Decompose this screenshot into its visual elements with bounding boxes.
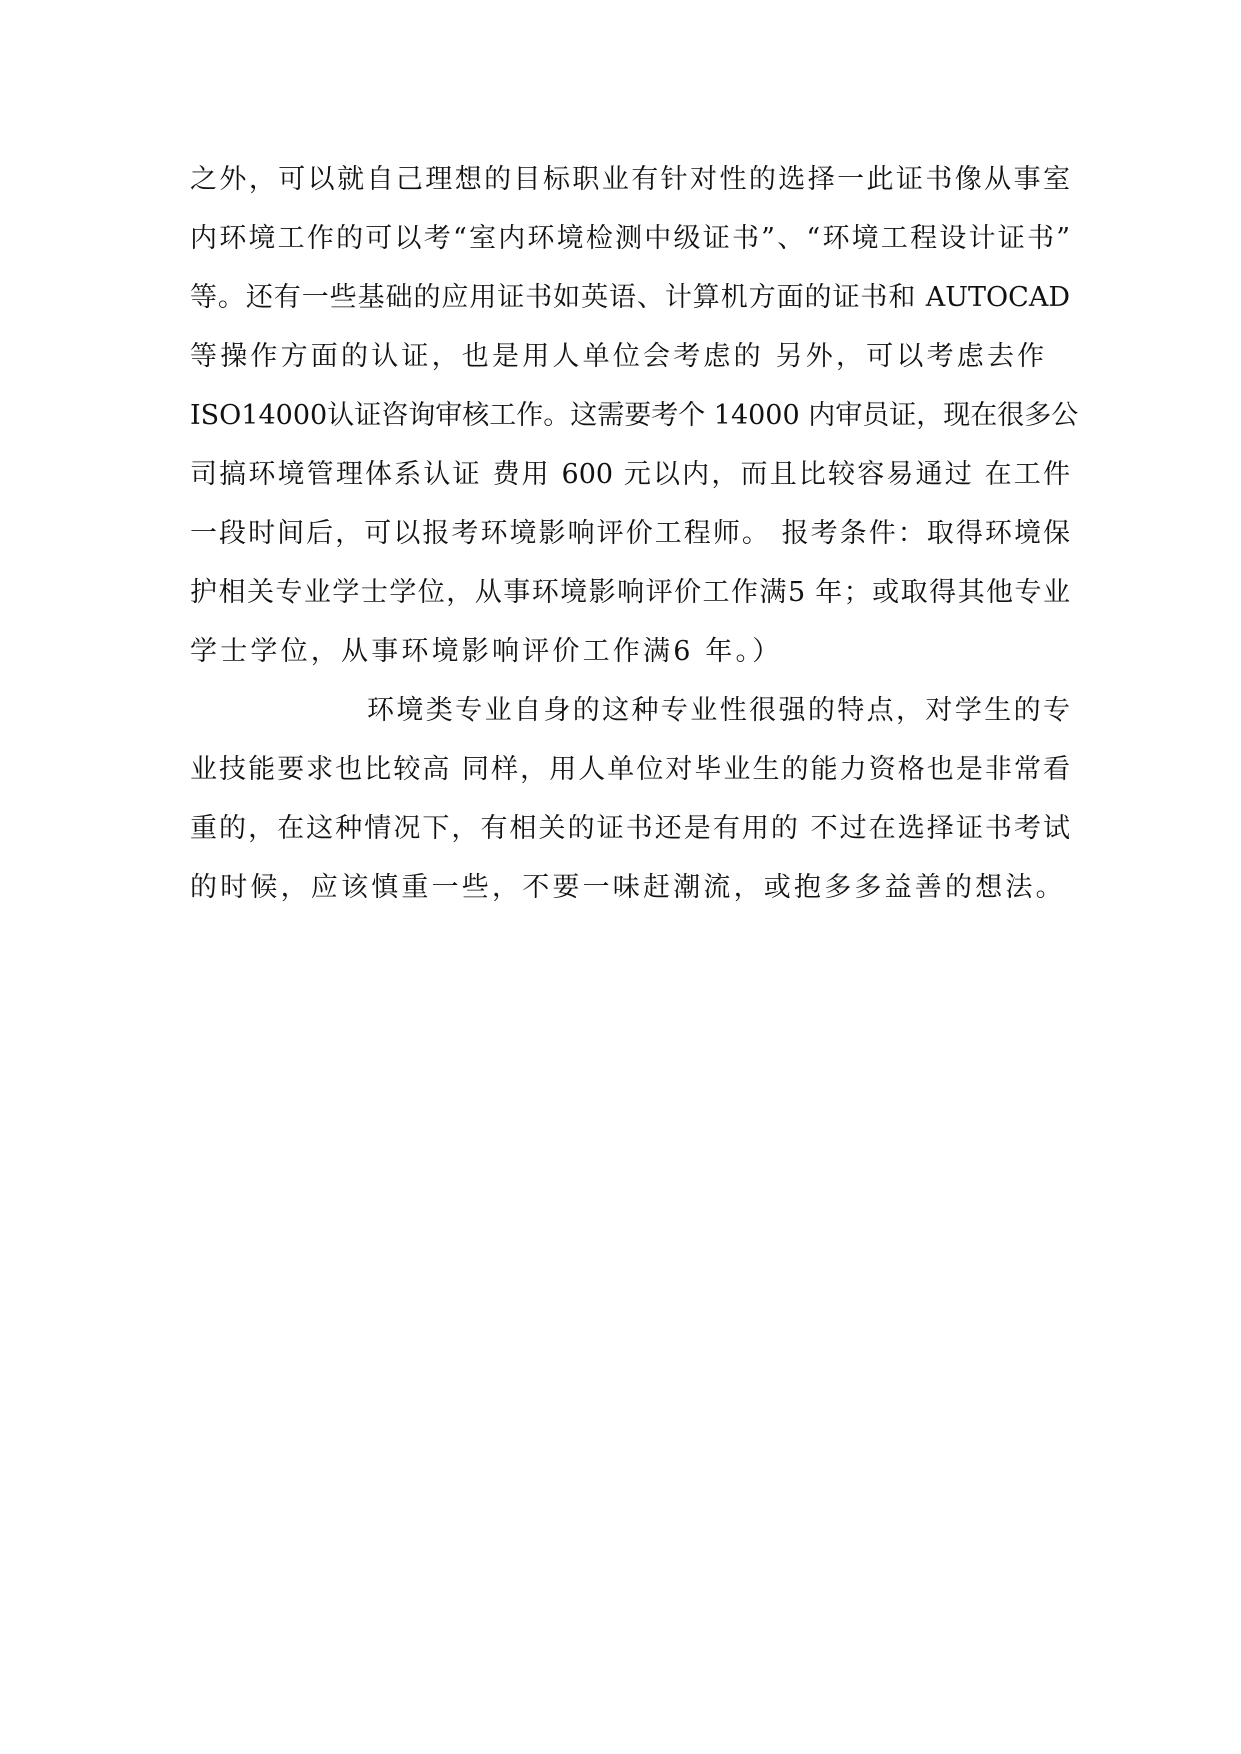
text-line: 学士学位，从事环境影响评价工作满6 年。） xyxy=(190,636,783,667)
text-line: 重的，在这种情况下，有相关的证书还是有用的 不过在选择证书考试 xyxy=(190,813,1070,844)
text-line: 之外，可以就自己理想的目标职业有针对性的选择一此证书像从事室 xyxy=(190,164,1070,195)
text-line: 一段时间后，可以报考环境影响评价工程师。 报考条件：取得环境保 xyxy=(190,518,1070,549)
text-line: 内环境工作的可以考“室内环境检测中级证书”、“环境工程设计证书” xyxy=(190,223,1070,254)
text-line: 的时候，应该慎重一些，不要一味赶潮流，或抱多多益善的想法。 xyxy=(190,872,1066,903)
text-line: 护相关专业学士学位，从事环境影响评价工作满5 年；或取得其他专业 xyxy=(190,577,1070,608)
text-line: 等。还有一些基础的应用证书如英语、计算机方面的证书和 AUTOCAD xyxy=(190,282,1070,313)
text-line: ISO14000认证咨询审核工作。这需要考个 14000 内审员证，现在很多公 xyxy=(190,400,1079,431)
paragraph-first-line: 环境类专业自身的这种专业性很强的特点，对学生的专 xyxy=(367,695,1070,726)
text-line: 业技能要求也比较高 同样，用人单位对毕业生的能力资格也是非常看 xyxy=(190,754,1070,785)
text-line: 司搞环境管理体系认证 费用 600 元以内，而且比较容易通过 在工件 xyxy=(190,459,1070,490)
text-line: 等操作方面的认证，也是用人单位会考虑的 另外，可以考虑去作 xyxy=(190,341,1048,372)
